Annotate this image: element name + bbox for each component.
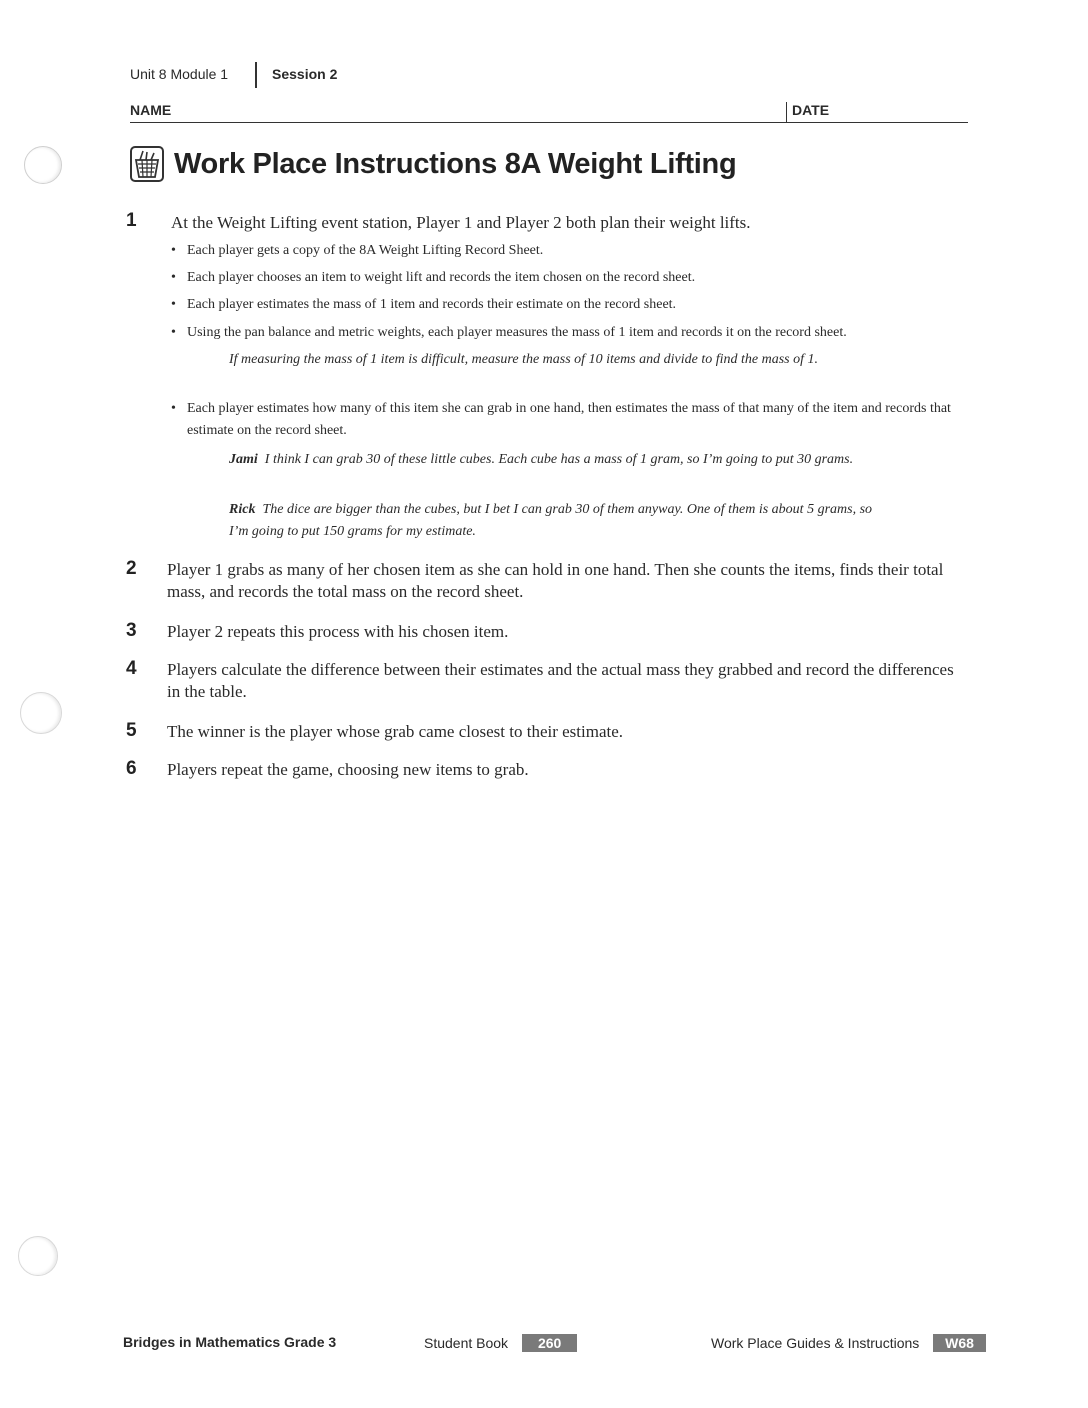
step-number: 2 (126, 558, 137, 579)
step-text: At the Weight Lifting event station, Player 1 and Player 2 both plan their weight lifts. (171, 213, 751, 232)
step-number: 5 (126, 720, 137, 741)
name-label: NAME (130, 102, 172, 118)
list-item: • Each player gets a copy of the 8A Weight Lifting Record Sheet. (171, 243, 544, 258)
unit-module-label (130, 66, 228, 82)
page-number-badge: 260 (522, 1334, 577, 1352)
step-number: 4 (126, 658, 137, 679)
footer-student-book-label: Student Book (424, 1335, 509, 1351)
speaker-name: Rick (229, 502, 256, 517)
hole-punch-top (24, 146, 62, 184)
date-label: DATE (786, 102, 829, 122)
page-title-block (130, 146, 736, 182)
speaker-text: The dice are bigger than the cubes, but I bet I can grab 30 of them anyway. One of them is about 5 grams, so I’m going to put 150 grams for my estimate. (229, 502, 873, 539)
step-number: 6 (126, 758, 137, 779)
dialogue-rick (229, 499, 879, 543)
footer-book-title: Bridges in Mathematics Grade 3 (123, 1334, 337, 1350)
list-item: • Each player chooses an item to weight lift and records the item chosen on the record sheet. (171, 270, 696, 285)
step-text: The winner is the player whose grab came closest to their estimate. (167, 722, 624, 741)
footer-left (123, 1334, 336, 1350)
hole-punch-middle (20, 692, 62, 734)
basket-icon (130, 146, 164, 182)
step-number: 1 (126, 210, 137, 231)
header-divider (255, 62, 257, 88)
unit-module-text: Unit 8 Module 1 (130, 66, 229, 82)
speaker-text: I think I can grab 30 of these little cubes. Each cube has a mass of 1 gram, so I’m going to put 30 grams. (264, 452, 854, 467)
page-title: Work Place Instructions 8A Weight Lifting (174, 147, 737, 180)
name-date-row (130, 102, 968, 123)
footer-guide-label: Work Place Guides & Instructions (711, 1335, 920, 1351)
step-number: 3 (126, 620, 137, 641)
session-label: Session 2 (272, 66, 338, 82)
footer-center (424, 1334, 577, 1352)
step-text: Player 1 grabs as many of her chosen item as she can hold in one hand. Then she counts the items, finds their total mass, and records the total mass on the record sheet. (167, 560, 944, 601)
hole-punch-bottom (18, 1236, 58, 1276)
list-item: • Each player estimates the mass of 1 item and records their estimate on the record sheet. (171, 297, 677, 312)
measure-note: If measuring the mass of 1 item is difficult, measure the mass of 10 items and divide to find the mass of 1. (229, 352, 818, 367)
step-text: Players calculate the difference between their estimates and the actual mass they grabbed and record the differences in the table. (167, 660, 954, 701)
speaker-name: Jami (229, 452, 258, 467)
dialogue-jami (229, 449, 879, 471)
list-item: • Using the pan balance and metric weights, each player measures the mass of 1 item and records it on the record sheet. (171, 325, 847, 340)
step-text: Player 2 repeats this process with his chosen item. (167, 622, 509, 641)
step-text: Players repeat the game, choosing new items to grab. (167, 760, 529, 779)
list-item: • Each player estimates how many of this item she can grab in one hand, then estimates the mass of that many of the item and records that estimate on the record sheet. (171, 401, 951, 438)
guide-page-badge: W68 (933, 1334, 986, 1352)
footer-right (711, 1334, 986, 1352)
